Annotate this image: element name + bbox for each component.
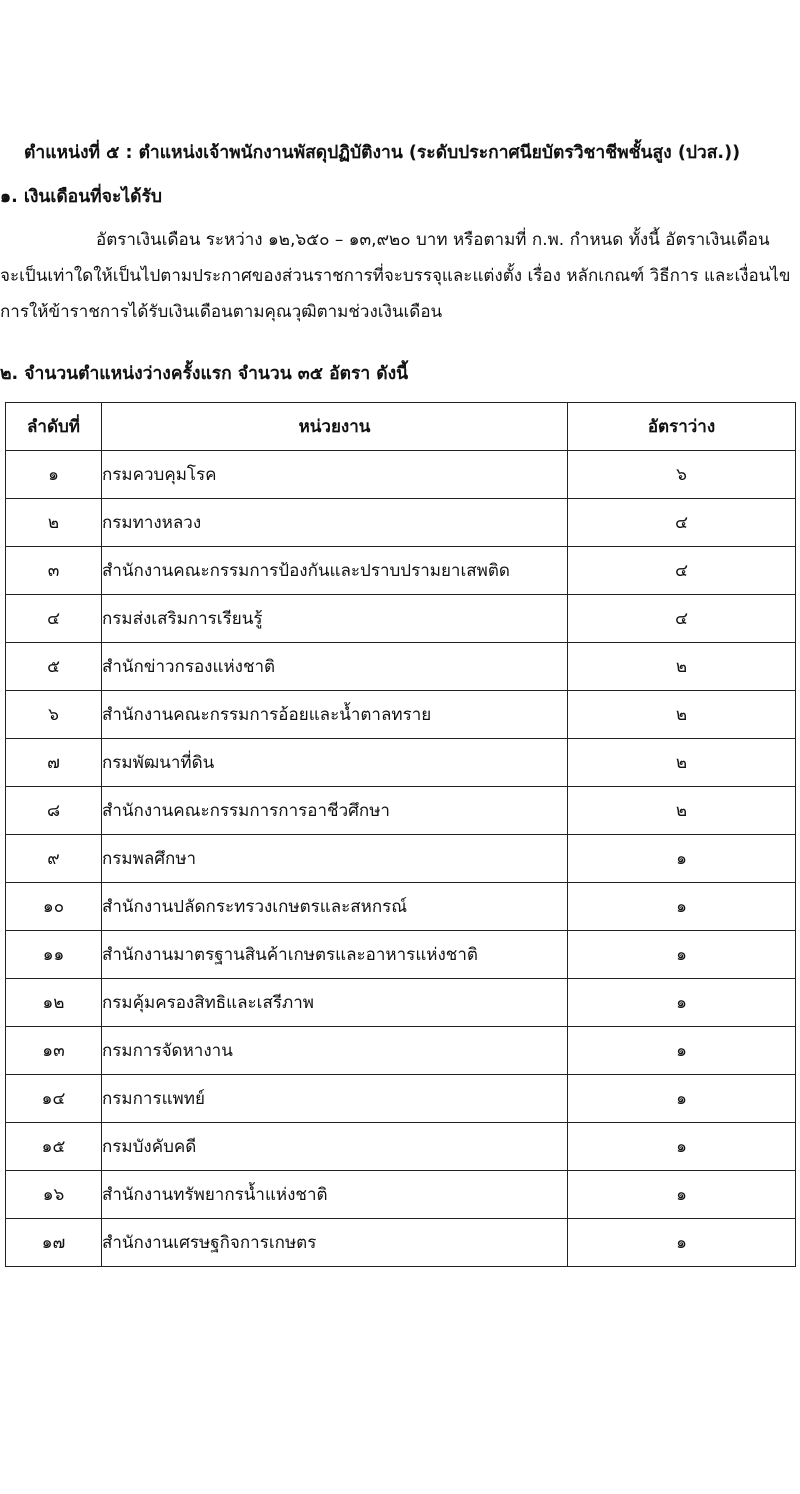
row-order: ๘ bbox=[6, 787, 102, 835]
vacancy-table bbox=[5, 402, 796, 1267]
row-order: ๙ bbox=[6, 835, 102, 883]
row-order: ๑๓ bbox=[6, 1027, 102, 1075]
table-row bbox=[6, 979, 796, 1027]
table-row bbox=[6, 643, 796, 691]
row-vacancies: ๑ bbox=[568, 979, 796, 1027]
table-row bbox=[6, 1027, 796, 1075]
row-vacancies: ๒ bbox=[568, 787, 796, 835]
table-row bbox=[6, 883, 796, 931]
salary-paragraph-line-2: จะเป็นเท่าใดให้เป็นไปตามประกาศของส่วนราชการที่จะบรรจุและแต่งตั้ง เรื่อง หลักเกณฑ์ วิธีการ และเงื่อนไข bbox=[0, 266, 791, 286]
header-order: ลำดับที่ bbox=[6, 403, 102, 451]
row-order: ๔ bbox=[6, 595, 102, 643]
table-header-row bbox=[6, 403, 796, 451]
table-row bbox=[6, 787, 796, 835]
row-order: ๖ bbox=[6, 691, 102, 739]
section-vacancies-title: ๒. จำนวนตำแหน่งว่างครั้งแรก จำนวน ๓๕ อัตรา ดังนี้ bbox=[0, 364, 409, 384]
row-order: ๓ bbox=[6, 547, 102, 595]
position-heading: ตำแหน่งที่ ๕ : ตำแหน่งเจ้าพนักงานพัสดุปฏิบัติงาน (ระดับประกาศนียบัตรวิชาชีพชั้นสูง (ปวส.)) bbox=[24, 143, 741, 163]
row-agency: สำนักงานปลัดกระทรวงเกษตรและสหกรณ์ bbox=[102, 883, 568, 931]
row-vacancies: ๔ bbox=[568, 499, 796, 547]
table-row bbox=[6, 931, 796, 979]
section-salary-title: ๑. เงินเดือนที่จะได้รับ bbox=[0, 187, 163, 207]
header-vacancies: อัตราว่าง bbox=[568, 403, 796, 451]
table-row bbox=[6, 1075, 796, 1123]
table-row bbox=[6, 739, 796, 787]
row-agency: กรมส่งเสริมการเรียนรู้ bbox=[102, 595, 568, 643]
row-vacancies: ๒ bbox=[568, 691, 796, 739]
row-agency: สำนักงานคณะกรรมการป้องกันและปราบปรามยาเสพติด bbox=[102, 547, 568, 595]
row-vacancies: ๑ bbox=[568, 1171, 796, 1219]
table-row bbox=[6, 499, 796, 547]
row-vacancies: ๑ bbox=[568, 1219, 796, 1267]
row-order: ๑๔ bbox=[6, 1075, 102, 1123]
row-agency: สำนักข่าวกรองแห่งชาติ bbox=[102, 643, 568, 691]
row-agency: สำนักงานคณะกรรมการการอาชีวศึกษา bbox=[102, 787, 568, 835]
row-order: ๑๑ bbox=[6, 931, 102, 979]
row-vacancies: ๖ bbox=[568, 451, 796, 499]
table-row bbox=[6, 1123, 796, 1171]
row-order: ๕ bbox=[6, 643, 102, 691]
row-vacancies: ๑ bbox=[568, 883, 796, 931]
row-agency: สำนักงานทรัพยากรน้ำแห่งชาติ bbox=[102, 1171, 568, 1219]
table-row bbox=[6, 835, 796, 883]
row-vacancies: ๑ bbox=[568, 1123, 796, 1171]
row-order: ๑๕ bbox=[6, 1123, 102, 1171]
row-vacancies: ๒ bbox=[568, 643, 796, 691]
table-row bbox=[6, 451, 796, 499]
table-row bbox=[6, 691, 796, 739]
row-vacancies: ๔ bbox=[568, 547, 796, 595]
salary-paragraph-line-1: อัตราเงินเดือน ระหว่าง ๑๒,๖๕๐ – ๑๓,๙๒๐ บาท หรือตามที่ ก.พ. กำหนด ทั้งนี้ อัตราเงินเดือน bbox=[96, 230, 770, 250]
row-agency: กรมควบคุมโรค bbox=[102, 451, 568, 499]
row-agency: กรมพัฒนาที่ดิน bbox=[102, 739, 568, 787]
row-order: ๗ bbox=[6, 739, 102, 787]
row-vacancies: ๑ bbox=[568, 1075, 796, 1123]
row-order: ๑๐ bbox=[6, 883, 102, 931]
header-agency: หน่วยงาน bbox=[102, 403, 568, 451]
row-agency: สำนักงานเศรษฐกิจการเกษตร bbox=[102, 1219, 568, 1267]
row-agency: กรมพลศึกษา bbox=[102, 835, 568, 883]
row-agency: สำนักงานมาตรฐานสินค้าเกษตรและอาหารแห่งชาติ bbox=[102, 931, 568, 979]
row-order: ๑๒ bbox=[6, 979, 102, 1027]
row-order: ๑ bbox=[6, 451, 102, 499]
row-order: ๑๗ bbox=[6, 1219, 102, 1267]
table-row bbox=[6, 547, 796, 595]
row-agency: กรมคุ้มครองสิทธิและเสรีภาพ bbox=[102, 979, 568, 1027]
row-vacancies: ๑ bbox=[568, 931, 796, 979]
row-agency: กรมการแพทย์ bbox=[102, 1075, 568, 1123]
row-vacancies: ๔ bbox=[568, 595, 796, 643]
table-row bbox=[6, 1219, 796, 1267]
row-order: ๒ bbox=[6, 499, 102, 547]
salary-paragraph-line-3: การให้ข้าราชการได้รับเงินเดือนตามคุณวุฒิตามช่วงเงินเดือน bbox=[0, 302, 443, 322]
row-agency: กรมบังคับคดี bbox=[102, 1123, 568, 1171]
row-agency: กรมทางหลวง bbox=[102, 499, 568, 547]
row-agency: สำนักงานคณะกรรมการอ้อยและน้ำตาลทราย bbox=[102, 691, 568, 739]
row-vacancies: ๑ bbox=[568, 1027, 796, 1075]
row-order: ๑๖ bbox=[6, 1171, 102, 1219]
row-vacancies: ๑ bbox=[568, 835, 796, 883]
row-vacancies: ๒ bbox=[568, 739, 796, 787]
row-agency: กรมการจัดหางาน bbox=[102, 1027, 568, 1075]
table-row bbox=[6, 1171, 796, 1219]
table-row bbox=[6, 595, 796, 643]
